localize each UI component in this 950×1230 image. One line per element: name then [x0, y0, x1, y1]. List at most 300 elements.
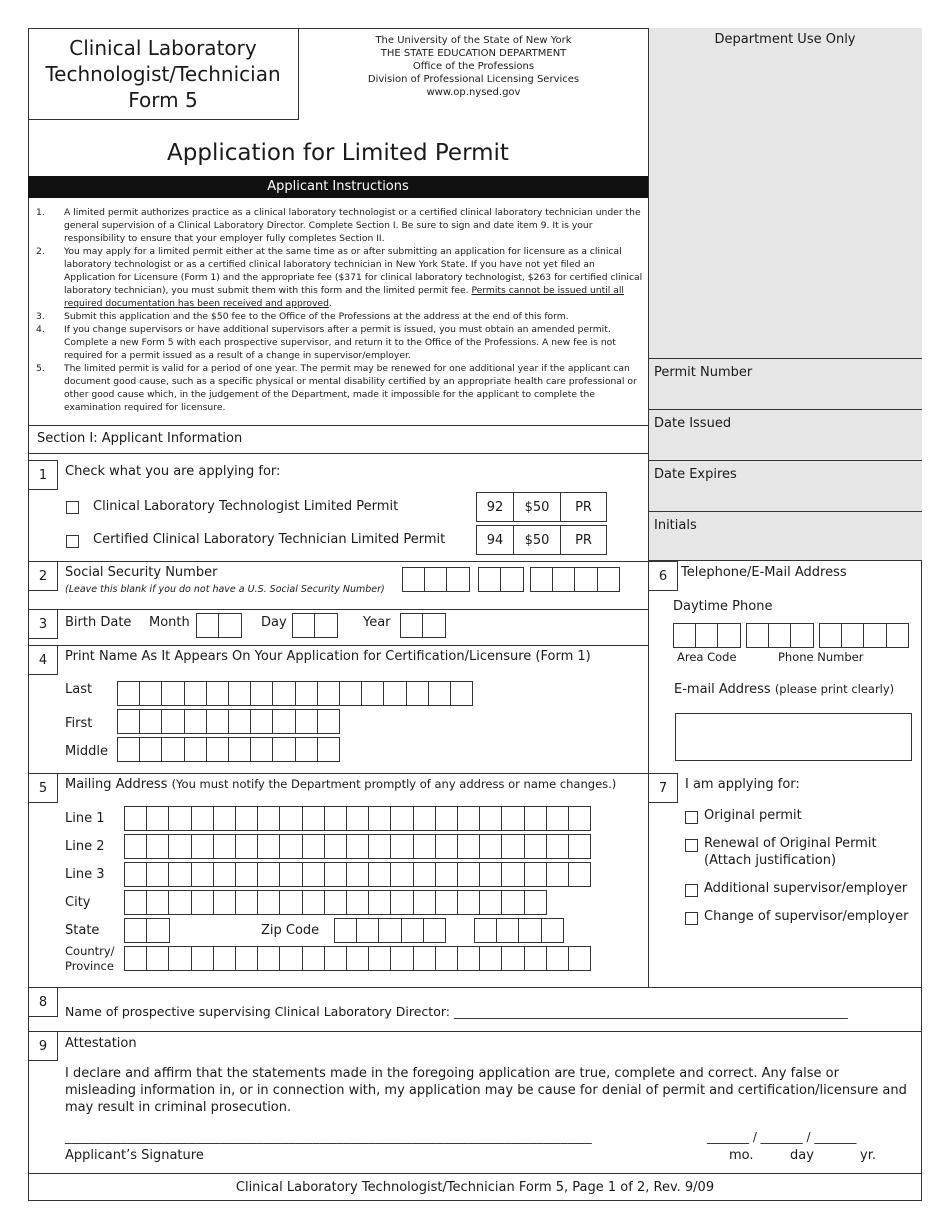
- letter-cell[interactable]: [457, 834, 480, 859]
- attestation-heading: Attestation: [65, 1036, 137, 1051]
- technician-option-label: Certified Clinical Laboratory Technician Limited Permit: [93, 532, 446, 547]
- item-7-number: 7: [648, 773, 678, 803]
- application-title: Application for Limited Permit: [167, 140, 509, 166]
- letter-cell[interactable]: [339, 681, 362, 706]
- letter-cell[interactable]: [368, 834, 391, 859]
- letter-cell[interactable]: [435, 890, 458, 915]
- renewal-note: (Attach justification): [704, 853, 837, 868]
- letter-cell[interactable]: [450, 681, 473, 706]
- letter-cell[interactable]: [257, 834, 280, 859]
- letter-cell[interactable]: [568, 834, 591, 859]
- letter-cell[interactable]: [279, 890, 302, 915]
- change-supervisor-checkbox[interactable]: [685, 912, 698, 925]
- letter-cell[interactable]: [184, 737, 207, 762]
- letter-cell[interactable]: [324, 834, 347, 859]
- phone-prefix-input[interactable]: [746, 623, 814, 648]
- digit-cell[interactable]: [401, 918, 424, 943]
- letter-cell[interactable]: [479, 946, 502, 971]
- instruction-text: A limited permit authorizes practice as a clinical laboratory technologist or a certified clinical laboratory technician under the general supervision of a Clinical Laboratory Director. Complete Section I. Be sure to sign and date item 9. It is your responsibility to ensure that your employer fully completes Section II.: [64, 207, 641, 244]
- letter-cell[interactable]: [146, 946, 169, 971]
- address-line-3-input[interactable]: [124, 862, 591, 887]
- instruction-text: If you change supervisors or have additional supervisors after a permit is issued, you must obtain an amended permit. Complete a new Form 5 with each prospective supervisor, and return it to the Office of the Professions. A new fee is not required for a permit issued as a result of a change in supervisor/employer.: [64, 324, 616, 361]
- digit-cell[interactable]: [496, 918, 519, 943]
- digit-cell[interactable]: [334, 918, 357, 943]
- instruction-item: [36, 245, 646, 310]
- item-4-number: 4: [28, 645, 58, 675]
- digit-cell[interactable]: [673, 623, 696, 648]
- first-name-label: First: [65, 716, 93, 731]
- letter-cell[interactable]: [524, 806, 547, 831]
- letter-cell[interactable]: [146, 862, 169, 887]
- digit-cell[interactable]: [541, 918, 564, 943]
- additional-supervisor-checkbox[interactable]: [685, 884, 698, 897]
- letter-cell[interactable]: [524, 834, 547, 859]
- ssn-group-1[interactable]: [402, 567, 470, 592]
- mailing-address-title: Mailing Address: [65, 777, 168, 792]
- letter-cell[interactable]: [346, 834, 369, 859]
- letter-cell[interactable]: [124, 806, 147, 831]
- letter-cell[interactable]: [279, 806, 302, 831]
- agency-line: THE STATE EDUCATION DEPARTMENT: [380, 48, 567, 59]
- form-title-line: Form 5: [128, 87, 198, 112]
- digit-cell[interactable]: [196, 613, 219, 638]
- letter-cell[interactable]: [117, 681, 140, 706]
- letter-cell[interactable]: [184, 681, 207, 706]
- email-note: (please print clearly): [774, 682, 895, 696]
- digit-cell[interactable]: [422, 613, 445, 638]
- instruction-underlined-text: Permits cannot be issued until all required documentation has been received and approved: [64, 285, 624, 309]
- permit-type: PR: [560, 492, 607, 522]
- instruction-number: 4.: [36, 324, 45, 335]
- divider: [648, 560, 922, 561]
- digit-cell[interactable]: [518, 918, 541, 943]
- middle-name-input[interactable]: [117, 737, 340, 762]
- zip-code-label: Zip Code: [261, 923, 320, 938]
- signature-date-line[interactable]: _______ / _______ / _______: [707, 1130, 857, 1144]
- letter-cell[interactable]: [161, 709, 184, 734]
- instruction-text: The limited permit is valid for a period of one year. The permit may be renewed for one additional year if the applicant can document good cause, such as a specific physical or mental disability certified by an appropriate health care professional or other good cause which, in the judgement of the Department, made it impossible for the applicant to complete the examination required for licensure.: [64, 363, 637, 413]
- letter-cell[interactable]: [546, 862, 569, 887]
- section-1-heading: Section I: Applicant Information: [37, 431, 243, 446]
- letter-cell[interactable]: [457, 946, 480, 971]
- letter-cell[interactable]: [413, 890, 436, 915]
- fee-amount: $50: [513, 525, 561, 555]
- letter-cell[interactable]: [124, 834, 147, 859]
- birth-month-label: Month: [149, 615, 190, 630]
- permit-type: PR: [560, 525, 607, 555]
- letter-cell[interactable]: [435, 834, 458, 859]
- address-line-1-input[interactable]: [124, 806, 591, 831]
- letter-cell[interactable]: [235, 834, 258, 859]
- technologist-checkbox[interactable]: [66, 501, 79, 514]
- profession-code: 92: [476, 492, 514, 522]
- technician-code-table: [476, 525, 607, 555]
- item-9-number: 9: [28, 1031, 58, 1061]
- letter-cell[interactable]: [213, 890, 236, 915]
- digit-cell[interactable]: [863, 623, 886, 648]
- digit-cell[interactable]: [378, 918, 401, 943]
- middle-name-label: Middle: [65, 744, 108, 759]
- letter-cell[interactable]: [435, 806, 458, 831]
- letter-cell[interactable]: [213, 834, 236, 859]
- last-name-input[interactable]: [117, 681, 473, 706]
- letter-cell[interactable]: [524, 946, 547, 971]
- agency-header: [300, 34, 647, 99]
- letter-cell[interactable]: [124, 918, 147, 943]
- address-line-2-input[interactable]: [124, 834, 591, 859]
- mailing-address-label: [65, 777, 616, 792]
- letter-cell[interactable]: [324, 890, 347, 915]
- digit-cell[interactable]: [746, 623, 769, 648]
- agency-website: www.op.nysed.gov: [426, 87, 521, 98]
- letter-cell[interactable]: [168, 862, 191, 887]
- letter-cell[interactable]: [191, 862, 214, 887]
- instruction-item: [36, 362, 646, 414]
- birth-year-input[interactable]: [400, 613, 446, 638]
- letter-cell[interactable]: [235, 946, 258, 971]
- digit-cell[interactable]: [819, 623, 842, 648]
- letter-cell[interactable]: [302, 806, 325, 831]
- letter-cell[interactable]: [146, 834, 169, 859]
- letter-cell[interactable]: [479, 806, 502, 831]
- ssn-note: (Leave this blank if you do not have a U.S. Social Security Number): [65, 584, 385, 595]
- digit-cell[interactable]: [886, 623, 909, 648]
- letter-cell[interactable]: [346, 862, 369, 887]
- item-5-number: 5: [28, 773, 58, 803]
- letter-cell[interactable]: [272, 737, 295, 762]
- birth-year-label: Year: [363, 615, 391, 630]
- birth-month-input[interactable]: [196, 613, 242, 638]
- change-supervisor-label: Change of supervisor/employer: [704, 909, 909, 924]
- letter-cell[interactable]: [124, 890, 147, 915]
- letter-cell[interactable]: [568, 862, 591, 887]
- agency-line: The University of the State of New York: [375, 35, 572, 46]
- applicant-signature-label: Applicant’s Signature: [65, 1148, 204, 1163]
- form-title-line: Clinical Laboratory: [69, 35, 257, 60]
- letter-cell[interactable]: [413, 806, 436, 831]
- last-name-label: Last: [65, 682, 93, 697]
- letter-cell[interactable]: [317, 709, 340, 734]
- instruction-text: Submit this application and the $50 fee to the Office of the Professions at the address at the end of this form.: [64, 311, 569, 322]
- instruction-number: 3.: [36, 311, 45, 322]
- email-input[interactable]: [675, 713, 912, 761]
- letter-cell[interactable]: [168, 890, 191, 915]
- digit-cell[interactable]: [292, 613, 315, 638]
- letter-cell[interactable]: [250, 737, 273, 762]
- letter-cell[interactable]: [524, 890, 547, 915]
- province-label: Province: [65, 959, 114, 973]
- renewal-checkbox[interactable]: [685, 839, 698, 852]
- letter-cell[interactable]: [368, 890, 391, 915]
- letter-cell[interactable]: [428, 681, 451, 706]
- technologist-code-table: [476, 492, 607, 522]
- item-3-number: 3: [28, 609, 58, 639]
- letter-cell[interactable]: [295, 737, 318, 762]
- divider: [28, 773, 648, 774]
- digit-cell[interactable]: [768, 623, 791, 648]
- state-input[interactable]: [124, 918, 170, 943]
- digit-cell[interactable]: [356, 918, 379, 943]
- item-6-number: 6: [648, 561, 678, 591]
- ssn-digit[interactable]: [597, 567, 620, 592]
- letter-cell[interactable]: [501, 862, 524, 887]
- letter-cell[interactable]: [257, 862, 280, 887]
- digit-cell[interactable]: [400, 613, 423, 638]
- letter-cell[interactable]: [457, 806, 480, 831]
- letter-cell[interactable]: [346, 890, 369, 915]
- divider: [28, 425, 648, 426]
- letter-cell[interactable]: [191, 834, 214, 859]
- letter-cell[interactable]: [302, 834, 325, 859]
- permit-number-field: Permit Number: [648, 358, 922, 409]
- ssn-digit[interactable]: [500, 567, 523, 592]
- letter-cell[interactable]: [272, 681, 295, 706]
- letter-cell[interactable]: [435, 862, 458, 887]
- applying-for-label: I am applying for:: [685, 777, 800, 792]
- letter-cell[interactable]: [228, 709, 251, 734]
- letter-cell[interactable]: [213, 862, 236, 887]
- letter-cell[interactable]: [302, 946, 325, 971]
- letter-cell[interactable]: [235, 862, 258, 887]
- letter-cell[interactable]: [206, 737, 229, 762]
- ssn-group-2[interactable]: [478, 567, 524, 592]
- letter-cell[interactable]: [168, 946, 191, 971]
- letter-cell[interactable]: [250, 709, 273, 734]
- letter-cell[interactable]: [191, 890, 214, 915]
- letter-cell[interactable]: [184, 709, 207, 734]
- ssn-digit[interactable]: [574, 567, 597, 592]
- item-2-number: 2: [28, 561, 58, 591]
- date-expires-field: Date Expires: [648, 460, 922, 511]
- letter-cell[interactable]: [279, 862, 302, 887]
- phone-number-label: Phone Number: [778, 650, 864, 664]
- letter-cell[interactable]: [139, 709, 162, 734]
- city-label: City: [65, 895, 91, 910]
- instruction-text-part: You may apply for a limited permit either at the same time as or after submitting an application for licensure as a clinical laboratory technologist or as a certified clinical laboratory technician in New York State. If you have not yet filed an Application for Licensure (Form 1) and the appropriate fee ($371 for clinical laboratory technologist, $263 for certified clinical laboratory technician), you must submit them with this form and the limited permit fee.: [64, 246, 643, 296]
- letter-cell[interactable]: [295, 681, 318, 706]
- letter-cell[interactable]: [302, 862, 325, 887]
- ssn-group-3[interactable]: [530, 567, 620, 592]
- letter-cell[interactable]: [213, 946, 236, 971]
- letter-cell[interactable]: [206, 681, 229, 706]
- letter-cell[interactable]: [228, 681, 251, 706]
- renewal-label: Renewal of Original Permit: [704, 836, 877, 851]
- letter-cell[interactable]: [435, 946, 458, 971]
- first-name-input[interactable]: [117, 709, 340, 734]
- letter-cell[interactable]: [568, 806, 591, 831]
- zip-plus-four-input[interactable]: [474, 918, 564, 943]
- instruction-number: 1.: [36, 207, 45, 218]
- technician-checkbox[interactable]: [66, 535, 79, 548]
- digit-cell[interactable]: [474, 918, 497, 943]
- letter-cell[interactable]: [524, 862, 547, 887]
- letter-cell[interactable]: [279, 946, 302, 971]
- country-province-label: [65, 944, 115, 974]
- country-province-input[interactable]: [124, 946, 591, 971]
- birth-date-label: Birth Date: [65, 615, 132, 630]
- divider: [28, 561, 648, 562]
- letter-cell[interactable]: [161, 737, 184, 762]
- letter-cell[interactable]: [139, 681, 162, 706]
- additional-supervisor-label: Additional supervisor/employer: [704, 881, 908, 896]
- letter-cell[interactable]: [272, 709, 295, 734]
- letter-cell[interactable]: [191, 806, 214, 831]
- letter-cell[interactable]: [117, 737, 140, 762]
- letter-cell[interactable]: [383, 681, 406, 706]
- fee-amount: $50: [513, 492, 561, 522]
- instruction-number: 2.: [36, 246, 45, 257]
- letter-cell[interactable]: [368, 946, 391, 971]
- supervising-director-field[interactable]: Name of prospective supervising Clinical Laboratory Director: _______________________________________________________________: [65, 1004, 848, 1019]
- letter-cell[interactable]: [139, 737, 162, 762]
- mailing-address-note: (You must notify the Department promptly of any address or name changes.): [171, 777, 617, 791]
- letter-cell[interactable]: [457, 890, 480, 915]
- digit-cell[interactable]: [695, 623, 718, 648]
- letter-cell[interactable]: [501, 834, 524, 859]
- address-line-2-label: Line 2: [65, 839, 105, 854]
- letter-cell[interactable]: [390, 806, 413, 831]
- letter-cell[interactable]: [479, 834, 502, 859]
- digit-cell[interactable]: [717, 623, 740, 648]
- ssn-digit[interactable]: [424, 567, 447, 592]
- letter-cell[interactable]: [368, 806, 391, 831]
- letter-cell[interactable]: [295, 709, 318, 734]
- letter-cell[interactable]: [406, 681, 429, 706]
- digit-cell[interactable]: [218, 613, 241, 638]
- letter-cell[interactable]: [317, 681, 340, 706]
- digit-cell[interactable]: [841, 623, 864, 648]
- letter-cell[interactable]: [568, 946, 591, 971]
- address-line-3-label: Line 3: [65, 867, 105, 882]
- form-title-box: [28, 28, 299, 120]
- letter-cell[interactable]: [546, 946, 569, 971]
- ssn-digit[interactable]: [478, 567, 501, 592]
- telephone-email-label: Telephone/E-Mail Address: [681, 565, 847, 580]
- letter-cell[interactable]: [501, 946, 524, 971]
- attestation-text: I declare and affirm that the statements made in the foregoing application are true, complete and correct. Any false or misleading information in, or in connection with, my application may be cause for denial of permit and certification/licensure and may result in criminal prosecution.: [65, 1066, 907, 1115]
- letter-cell[interactable]: [146, 918, 169, 943]
- letter-cell[interactable]: [413, 946, 436, 971]
- digit-cell[interactable]: [790, 623, 813, 648]
- digit-cell[interactable]: [423, 918, 446, 943]
- letter-cell[interactable]: [257, 946, 280, 971]
- letter-cell[interactable]: [390, 890, 413, 915]
- letter-cell[interactable]: [413, 834, 436, 859]
- letter-cell[interactable]: [257, 890, 280, 915]
- letter-cell[interactable]: [168, 806, 191, 831]
- original-permit-checkbox[interactable]: [685, 811, 698, 824]
- area-code-label: Area Code: [677, 650, 737, 664]
- area-code-input[interactable]: [673, 623, 741, 648]
- letter-cell[interactable]: [317, 737, 340, 762]
- address-line-1-label: Line 1: [65, 811, 105, 826]
- letter-cell[interactable]: [501, 890, 524, 915]
- letter-cell[interactable]: [368, 862, 391, 887]
- ssn-digit[interactable]: [402, 567, 425, 592]
- letter-cell[interactable]: [457, 862, 480, 887]
- item-1-label: Check what you are applying for:: [65, 464, 281, 479]
- letter-cell[interactable]: [346, 946, 369, 971]
- letter-cell[interactable]: [117, 709, 140, 734]
- signature-line[interactable]: _____________________________________________________________________________________: [65, 1130, 592, 1144]
- agency-line: Division of Professional Licensing Services: [367, 74, 580, 85]
- instruction-text: [64, 245, 646, 310]
- letter-cell[interactable]: [324, 862, 347, 887]
- divider: [28, 987, 922, 988]
- letter-cell[interactable]: [546, 834, 569, 859]
- form-title-line: Technologist/Technician: [45, 61, 281, 86]
- department-use-title: Department Use Only: [714, 32, 856, 47]
- letter-cell[interactable]: [206, 709, 229, 734]
- profession-code: 94: [476, 525, 514, 555]
- zip-code-input[interactable]: [334, 918, 446, 943]
- letter-cell[interactable]: [213, 806, 236, 831]
- letter-cell[interactable]: [146, 890, 169, 915]
- phone-line-input[interactable]: [819, 623, 909, 648]
- letter-cell[interactable]: [146, 806, 169, 831]
- letter-cell[interactable]: [546, 806, 569, 831]
- date-issued-field: Date Issued: [648, 409, 922, 460]
- digit-cell[interactable]: [314, 613, 337, 638]
- divider: [28, 609, 648, 610]
- letter-cell[interactable]: [228, 737, 251, 762]
- birth-day-input[interactable]: [292, 613, 338, 638]
- state-label: State: [65, 923, 100, 938]
- ssn-digit[interactable]: [446, 567, 469, 592]
- ssn-digit[interactable]: [552, 567, 575, 592]
- instruction-number: 5.: [36, 363, 45, 374]
- ssn-digit[interactable]: [530, 567, 553, 592]
- letter-cell[interactable]: [324, 946, 347, 971]
- letter-cell[interactable]: [324, 806, 347, 831]
- letter-cell[interactable]: [279, 834, 302, 859]
- letter-cell[interactable]: [235, 806, 258, 831]
- letter-cell[interactable]: [168, 834, 191, 859]
- instructions-list: [36, 206, 646, 414]
- page-footer: Clinical Laboratory Technologist/Technician Form 5, Page 1 of 2, Rev. 9/09: [28, 1173, 922, 1201]
- instruction-item: [36, 206, 646, 245]
- letter-cell[interactable]: [235, 890, 258, 915]
- letter-cell[interactable]: [124, 946, 147, 971]
- letter-cell[interactable]: [390, 834, 413, 859]
- letter-cell[interactable]: [302, 890, 325, 915]
- city-input[interactable]: [124, 890, 547, 915]
- letter-cell[interactable]: [413, 862, 436, 887]
- ssn-label: Social Security Number: [65, 565, 218, 580]
- letter-cell[interactable]: [250, 681, 273, 706]
- date-month-label: mo.: [729, 1148, 754, 1163]
- letter-cell[interactable]: [501, 806, 524, 831]
- letter-cell[interactable]: [161, 681, 184, 706]
- date-year-label: yr.: [860, 1148, 876, 1163]
- divider: [28, 453, 648, 454]
- letter-cell[interactable]: [346, 806, 369, 831]
- item-8-number: 8: [28, 987, 58, 1017]
- email-label-row: [674, 682, 894, 697]
- letter-cell[interactable]: [479, 890, 502, 915]
- letter-cell[interactable]: [390, 862, 413, 887]
- letter-cell[interactable]: [390, 946, 413, 971]
- letter-cell[interactable]: [361, 681, 384, 706]
- letter-cell[interactable]: [124, 862, 147, 887]
- birth-day-label: Day: [261, 615, 287, 630]
- divider: [28, 1031, 922, 1032]
- technologist-option-label: Clinical Laboratory Technologist Limited Permit: [93, 499, 399, 514]
- letter-cell[interactable]: [191, 946, 214, 971]
- letter-cell[interactable]: [479, 862, 502, 887]
- divider: [28, 645, 648, 646]
- letter-cell[interactable]: [257, 806, 280, 831]
